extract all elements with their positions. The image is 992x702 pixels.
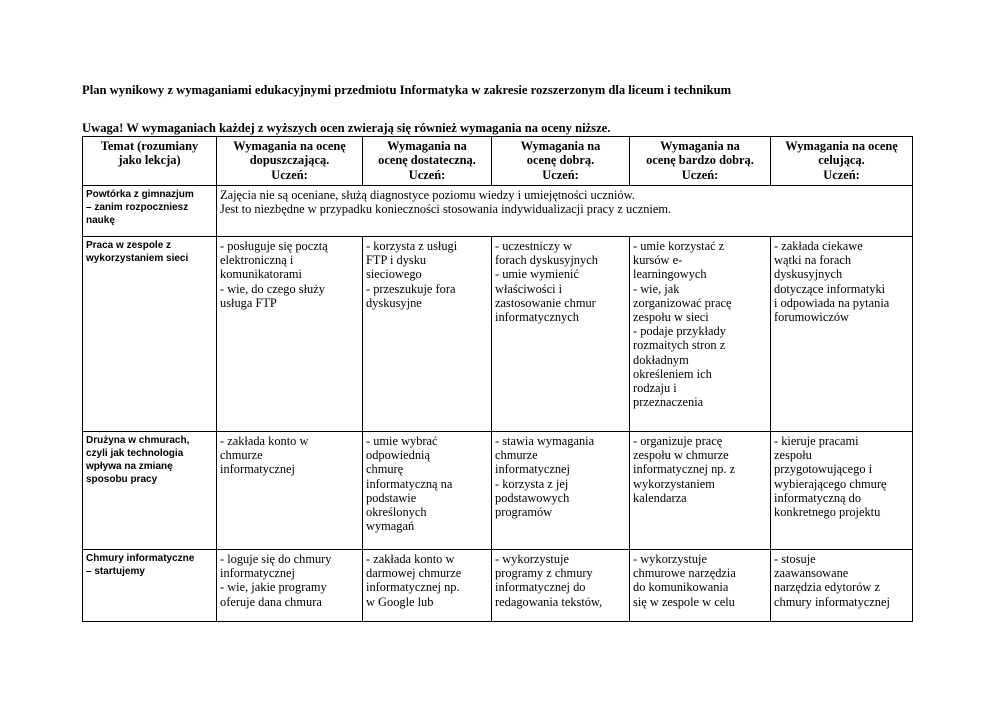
requirement-cell: - umie wybrać odpowiednią chmurę informatyczną na podstawie określonych wymagań <box>363 432 492 550</box>
requirement-cell: - zakłada konto w chmurze informatycznej <box>217 432 363 550</box>
requirement-cell: - kieruje pracami zespołu przygotowującego i wybierającego chmurę informatyczną do konkretnego projektu <box>771 432 913 550</box>
topic-cell: Praca w zespole z wykorzystaniem sieci <box>83 237 217 432</box>
header-grade-6: Wymagania na ocenę celującą. Uczeń: <box>771 137 913 186</box>
requirement-cell: - zakłada ciekawe wątki na forach dyskusyjnych dotyczące informatyki i odpowiada na pytania forumowiczów <box>771 237 913 432</box>
table-row <box>83 550 913 622</box>
table-header-row <box>83 137 913 186</box>
requirement-cell: - uczestniczy w forach dyskusyjnych - umie wymienić właściwości i zastosowanie chmur informatycznych <box>492 237 630 432</box>
requirement-cell: - organizuje pracę zespołu w chmurze informatycznej np. z wykorzystaniem kalendarza <box>630 432 771 550</box>
merged-note-cell: Zajęcia nie są oceniane, służą diagnostyce poziomu wiedzy i umiejętności uczniów. Jest to niezbędne w przypadku konieczności stosowania indywidualizacji pracy z uczniem. <box>217 186 913 237</box>
requirement-cell: - umie korzystać z kursów e- learningowych - wie, jak zorganizować pracę zespołu w sieci - podaje przykłady rozmaitych stron z dokładnym określeniem ich rodzaju i przeznaczenia <box>630 237 771 432</box>
topic-cell: Powtórka z gimnazjum – zanim rozpoczniesz naukę <box>83 186 217 237</box>
header-grade-4: Wymagania na ocenę dobrą. Uczeń: <box>492 137 630 186</box>
requirement-cell: - wykorzystuje chmurowe narzędzia do komunikowania się w zespole w celu <box>630 550 771 622</box>
table-row <box>83 186 913 237</box>
requirement-cell: - zakłada konto w darmowej chmurze informatycznej np. w Google lub <box>363 550 492 622</box>
requirements-table <box>82 136 913 622</box>
header-grade-3: Wymagania na ocenę dostateczną. Uczeń: <box>363 137 492 186</box>
header-grade-5: Wymagania na ocenę bardzo dobrą. Uczeń: <box>630 137 771 186</box>
table-row <box>83 432 913 550</box>
requirement-cell: - stawia wymagania chmurze informatycznej - korzysta z jej podstawowych programów <box>492 432 630 550</box>
table-row <box>83 237 913 432</box>
requirement-cell: - wykorzystuje programy z chmury informatycznej do redagowania tekstów, <box>492 550 630 622</box>
document-note: Uwaga! W wymaganiach każdej z wyższych ocen zwierają się również wymagania na oceny niższe. <box>82 121 611 135</box>
requirement-cell: - posługuje się pocztą elektroniczną i komunikatorami - wie, do czego służy usługa FTP <box>217 237 363 432</box>
header-topic: Temat (rozumiany jako lekcja) <box>83 137 217 186</box>
requirement-cell: - korzysta z usługi FTP i dysku sieciowego - przeszukuje fora dyskusyjne <box>363 237 492 432</box>
requirement-cell: - stosuje zaawansowane narzędzia edytorów z chmury informatycznej <box>771 550 913 622</box>
document-title: Plan wynikowy z wymaganiami edukacyjnymi przedmiotu Informatyka w zakresie rozszerzonym dla liceum i technikum <box>82 83 732 97</box>
requirement-cell: - loguje się do chmury informatycznej - wie, jakie programy oferuje dana chmura <box>217 550 363 622</box>
topic-cell: Chmury informatyczne – startujemy <box>83 550 217 622</box>
header-grade-2: Wymagania na ocenę dopuszczającą. Uczeń: <box>217 137 363 186</box>
topic-cell: Drużyna w chmurach, czyli jak technologia wpływa na zmianę sposobu pracy <box>83 432 217 550</box>
